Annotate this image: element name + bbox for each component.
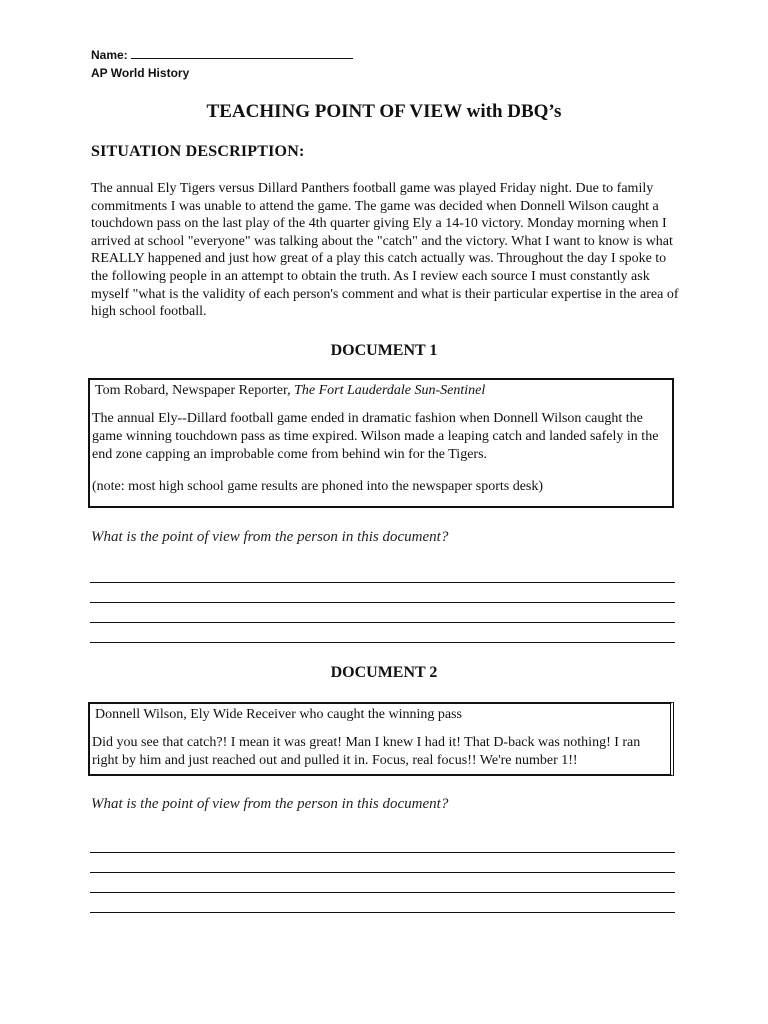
document-2-question: What is the point of view from the person in this document? [91,796,449,812]
document-1-body: The annual Ely--Dillard football game ended in dramatic fashion when Donnell Wilson caught the game winning touchdown pass as time expired. Wilson made a leaping catch and landed safely in the end zone capping an improbable come from behind win for the Tigers. [92,411,659,462]
document-2-answer-line[interactable] [90,892,675,893]
document-2-body: Did you see that catch?! I mean it was great! Man I knew I had it! That D-back was nothing! I ran right by him and just reached out and pulled it in. Focus, real focus!! We're number 1!! [92,735,641,768]
document-2-heading: DOCUMENT 2 [330,664,438,681]
name-label: Name: [91,48,128,62]
document-1-source-author: Tom Robard, Newspaper Reporter, [95,383,295,398]
course-label: AP World History [91,66,190,80]
document-1-box [88,378,674,508]
document-1-answer-line[interactable] [90,622,675,623]
document-1-heading: DOCUMENT 1 [330,342,438,359]
document-1-source [95,382,669,400]
document-1-answer-line[interactable] [90,602,675,603]
situation-text: The annual Ely Tigers versus Dillard Panthers football game was played Friday night. Due to family commitments I was unable to attend the game. The game was decided when Donnell Wilson caught a touchdown pass on the last play of the 4th quarter giving Ely a 14-10 victory. Monday morning when I arrived at school "everyone" was talking about the "catch" and the victory. What I want to know is what REALLY happened and just how great of a play this catch actually was. Throughout the day I spoke to the following people in an attempt to obtain the truth. As I review each source I must constantly ask myself "what is the validity of each person's comment and what is their particular expertise in the area of high school football. [91,181,679,320]
document-2-answer-line[interactable] [90,872,675,873]
document-2-box [88,702,674,776]
worksheet-title: TEACHING POINT OF VIEW with DBQ’s [206,101,562,122]
document-1-source-publication: The Fort Lauderdale Sun-Sentinel [294,383,486,398]
document-1-answer-line[interactable] [90,582,675,583]
document-2-answer-line[interactable] [90,852,675,853]
document-2-source: Donnell Wilson, Ely Wide Receiver who caught the winning pass [95,707,462,722]
document-1-question: What is the point of view from the person in this document? [91,529,449,545]
situation-heading: SITUATION DESCRIPTION: [91,143,305,160]
name-blank-line[interactable] [131,47,353,59]
document-1-answer-line[interactable] [90,642,675,643]
document-2-answer-line[interactable] [90,912,675,913]
name-field[interactable] [91,47,353,62]
document-1-note: (note: most high school game results are phoned into the newspaper sports desk) [92,479,544,494]
